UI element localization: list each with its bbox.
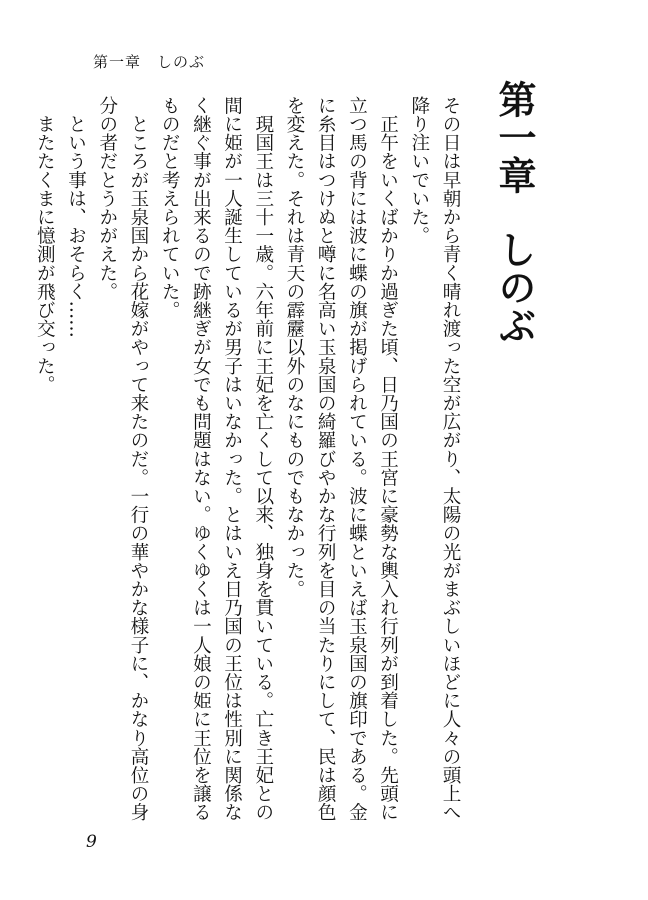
chapter-number: 第一章: [492, 80, 537, 194]
chapter-name: しのぶ: [492, 230, 537, 344]
paragraph: ところが玉泉国から花嫁がやって来たのだ。一行の華やかな様子に、かなり高位の身分の者だとうかがえた。: [96, 96, 149, 822]
paragraph: という事は、おそらく……: [65, 96, 87, 338]
paragraph: 正午をいくばかりか過ぎた頃、日乃国の王宮に豪勢な輿入れ行列が到着した。先頭に立つ馬の背には波に蝶の旗が掲げられている。波に蝶といえば玉泉国の旗印である。金に糸目はつけぬと噂に名高い玉泉国の綺羅びやかな行列を目の当たりにして、民は顔色を変えた。それは青天の霹靂以外のなにものでもなかった。: [283, 96, 399, 822]
paragraph: 現国王は三十一歳。六年前に王妃を亡くして以来、独身を貫いている。亡き王妃との間に姫が一人誕生しているが男子はいなかった。とはいえ日乃国の王位は性別に関係なく継ぐ事が出来るので跡継ぎが女でも問題はない。ゆくゆくは一人娘の姫に王位を譲るものだと考えられていた。: [159, 96, 274, 822]
running-header: 第一章 しのぶ: [93, 53, 206, 71]
paragraph: その日は早朝から青く晴れ渡った空が広がり、太陽の光がまぶしいほどに人々の頭上へ降り注いでいた。: [408, 96, 461, 822]
paragraph: またたくまに憶測が飛び交った。: [34, 96, 56, 394]
page-number: 9: [86, 832, 97, 852]
chapter-heading: [490, 80, 538, 344]
body-text: [34, 96, 466, 836]
